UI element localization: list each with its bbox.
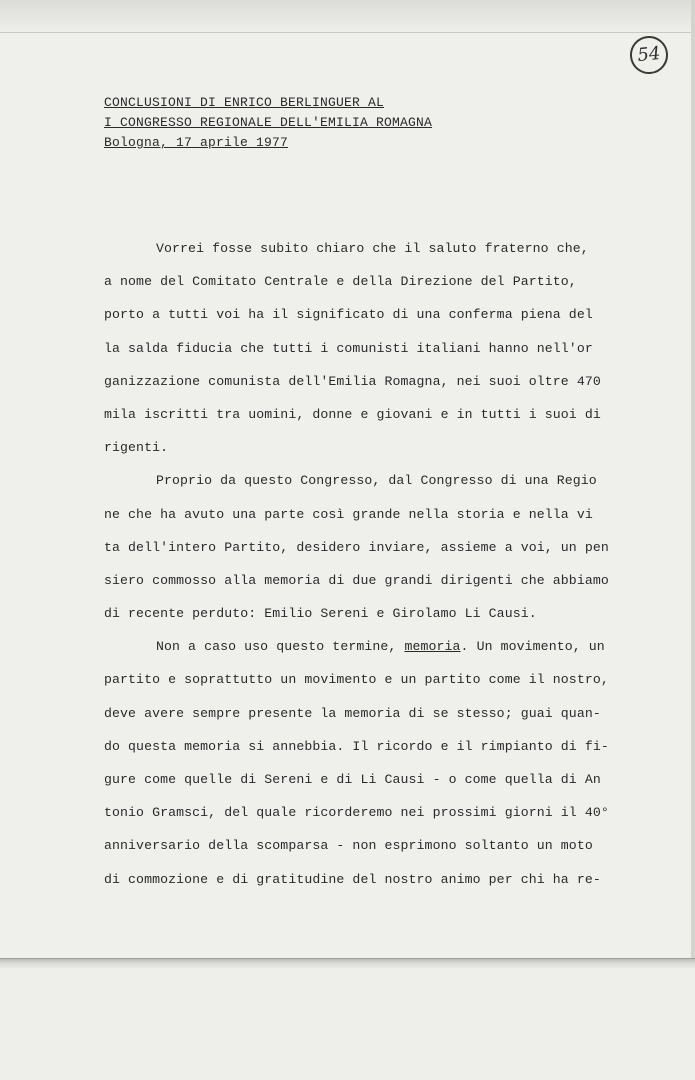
text-line: tonio Gramsci, del quale ricorderemo nei prossimi giorni il 40° — [104, 805, 609, 821]
text-line: siero commosso alla memoria di due grandi dirigenti che abbiamo — [104, 572, 609, 588]
page-number-stamp: 54 — [628, 34, 670, 76]
page-right-edge — [691, 0, 695, 1080]
header-date-line: Bologna, 17 aprile 1977 — [104, 135, 289, 150]
text-line: Proprio da questo Congresso, dal Congresso di una Regio — [156, 473, 597, 489]
page-lower-blank — [0, 968, 695, 1080]
text-line: gure come quelle di Sereni e di Li Causi - o come quella di An — [104, 772, 601, 787]
text-segment: Non a caso uso questo termine, — [156, 639, 405, 655]
header-title-line-1: CONCLUSIONI DI ENRICO BERLINGUER AL — [104, 95, 385, 110]
page-top-edge — [0, 0, 695, 33]
text-line: di recente perduto: Emilio Sereni e Girolamo Li Causi. — [104, 606, 537, 622]
text-line: anniversario della scomparsa - non esprimono soltanto un moto — [104, 838, 593, 854]
text-line: rigenti. — [104, 440, 169, 456]
text-line: do questa memoria si annebbia. Il ricordo e il rimpianto di fi- — [104, 738, 609, 754]
header-title-line-2: I CONGRESSO REGIONALE DELL'EMILIA ROMAGNA — [104, 115, 433, 130]
text-line: di commozione e di gratitudine del nostro animo per chi ha re- — [104, 871, 601, 887]
text-line: Vorrei fosse subito chiaro che il saluto fraterno che, — [156, 241, 589, 256]
document-body — [104, 232, 664, 896]
text-line: ganizzazione comunista dell'Emilia Romagna, nei suoi oltre 470 — [104, 373, 601, 389]
text-line: a nome del Comitato Centrale e della Direzione del Partito, — [104, 274, 577, 290]
text-line: porto a tutti voi ha il significato di una conferma piena del — [104, 307, 593, 323]
document-header — [104, 93, 432, 153]
text-segment: . Un movimento, un — [460, 639, 605, 655]
text-line — [104, 630, 664, 663]
text-line: partito e soprattutto un movimento e un partito come il nostro, — [104, 672, 609, 688]
text-line: ne che ha avuto una parte così grande nella storia e nella vi — [104, 506, 593, 522]
text-line: ta dell'intero Partito, desidero inviare, assieme a voi, un pen — [104, 539, 609, 555]
text-line: mila iscritti tra uomini, donne e giovani e in tutti i suoi di — [104, 406, 601, 422]
text-line: deve avere sempre presente la memoria di se stesso; guai quan- — [104, 705, 601, 721]
underlined-word: memoria — [404, 639, 461, 655]
text-line: la salda fiducia che tutti i comunisti italiani hanno nell'or — [104, 340, 593, 356]
